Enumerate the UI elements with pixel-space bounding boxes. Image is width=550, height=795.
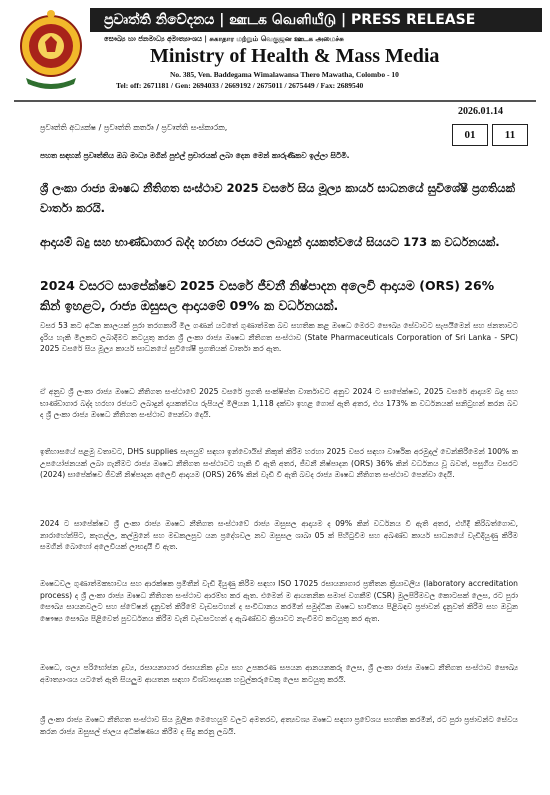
letterhead: [0, 0, 550, 104]
press-release-banner: ප්‍රවෘත්ති නිවේදනය | ஊடக வெளியீடு | PRESS RELEASE: [90, 8, 542, 32]
headline-2: ආදායම් බදු සහ භාණ්ඩාගාර බද්ද හරහා රජයට ලබාදුන් දායකත්වයේ සියයට 173 ක වර්ධනයක්.: [40, 235, 500, 249]
publication-request: පහත සඳහන් ප්‍රවෘත්තිය ඔබ මාධ්‍ය මගින් පුළුල් ප්‍රචාරයක් ලබා දෙන මෙන් කාරුණිකව ඉල්ලා සිටිමි.: [40, 151, 350, 160]
release-date: 2026.01.14: [458, 106, 503, 117]
reference-number-b: 11: [492, 124, 528, 146]
ministry-address: No. 385, Ven. Baddegama Wimalawansa Thero Mawatha, Colombo - 10: [170, 70, 399, 79]
ministry-subtitle: සෞඛ්‍ය හා ජනමාධ්‍ය අමාත්‍යාංශය | சுகாதார மற்றும் வெகுஜன ஊடக அமைச்சு: [104, 35, 344, 43]
ministry-name: Ministry of Health & Mass Media: [150, 45, 440, 67]
headline-3: 2024 වසරට සාපේක්ෂව 2025 වසරේ ජීවනී නිෂ්පාදන අලෙවි ආදායම (ORS) 26% කින් ඉහළට, රාජ්‍ය ඔසුසල ආදායමේ 09% ක වර්ධනයක්.: [40, 278, 495, 313]
body-paragraph: ඖෂධ, ශල්‍ය පරිභෝජන ද්‍රව්‍ය, රසායනාගාර රසායනික ද්‍රව්‍ය සහ උපකරණ සපයන ආනයනකරු ලෙස, ශ්‍රී ලංකා රාජ්‍ය ඖෂධ නීතිගත සංස්ථාව සෞඛ්‍ය අමාත්‍යාංශය යටතේ ඇති සියලුම ආයතන සඳහා විශ්වාසදායක හවුල්කරුවෙකු ලෙස කටයුතු කරයි.: [40, 663, 518, 684]
ministry-contact: Tel: off: 2671181 / Gen: 2694033 / 2669192 / 2675011 / 2675449 / Fax: 2689540: [116, 81, 364, 90]
recipients-line: ප්‍රවෘත්ති අධ්‍යක්ෂ / ප්‍රවෘත්ති කර්තෘ / ප්‍රවෘත්ති සංස්කාරක,: [40, 123, 228, 132]
header-divider: [14, 100, 536, 102]
body-paragraph: වසර 53 කට අධික කාලයක් පුරා තරගකාරී මිල ගණන් යටතේ ගුණාත්මක බව සහතික කළ ඖෂධ මෙරට සෞඛ්‍ය සේවාවට සැපයීමෙන් සහ ජනතාවට දැරිය හැකි මිලකට ලබාදීමට කටයුතු කරන ශ්‍රී ලංකා රාජ්‍ය ඖෂධ නීතිගත සංස්ථාව (State Pharmaceuticals Corporation of Sri Lanka - SPC) 2025 වසරේ සිය මූල්‍ය කාර්ය සාධනයේ සුවිශේෂී ප්‍රගතියක් වාර්තා කර ඇත.: [40, 321, 518, 353]
reference-number-a: 01: [452, 124, 488, 146]
body-paragraph: ශ්‍රී ලංකා රාජ්‍ය ඖෂධ නීතිගත සංස්ථාව සිය මූලික මෙහෙයුම් වලට අමතරව, අත්‍යවශ්‍ය ඖෂධ සඳහා ප්‍රවේශය සහතික කරමින්, රට පුරා ප්‍රජාවන්ට සේවය කරන රාජ්‍ය ඔසුසල් ජාලය අධික්ෂණය කිරීම ද සිදු කරනු ලබයි.: [40, 715, 518, 736]
body-paragraph: ඖෂධවල ගුණාත්මකභාවය සහ ආරක්ෂක ප්‍රමිතීන් වැඩි දියුණු කිරීම සඳහා ISO 17025 රසායනාගාර ප්‍රතීතන ක්‍රියාවලිය (laboratory accreditation process) ද ශ්‍රී ලංකා රාජ්‍ය ඖෂධ නීතිගත සංස්ථාව ආරම්භ කර ඇත. එමෙන් ම ආයතනික සමාජ වගකීම් (CSR) මුලපිරීමවල කොටසක් ලෙස, රට පුරා සෞඛ්‍ය සායනවලට සහ ස්ටේෂන් දැනුවත් කිරීමේ වැඩසටහන් ද සංවිධානය කරමින් සමුද්ධීක ඖෂධ භාවිතය පිළිබඳව ප්‍රජාවන් දැනුවත් කිරීම සහ ඔවුන ෂෞෂ්‍ය සෞඛ්‍ය පිළිවෙත් පුවර්ධනය කිරීම වැනි වැඩසටහන් ද ඇඛණ්ඩව ක්‍රියාවට නැංවීමට කටයුතු කර ඇත.: [40, 579, 518, 623]
body-paragraph: ඉතිහාසයේ පළමු වතාවට, DHS supplies සැපයුම් සඳහා ඉන්වොයිස් නිකුත් කිරීම හරහා 2025 වසර සඳහා වාර්ෂික අරමුදල් වෙන්කිරීමෙන් 100% ක උපයෝජනයක් ලබා ගැනීමට රාජ්‍ය ඖෂධ නීතිගත සංස්ථාවට හැකි වී ඇති අතර, ජීවනී නිෂ්පාදන (ORS) 36% කින් වර්ධනය වූ බවත්, පසුගිය වසරට (2024) සාපේක්ෂව ජීවනී නිෂ්පාදන අලෙවි ආදායම (ORS) 26% කින් වැඩි වී ඇති බවද රාජ්‍ය ඖෂධ නීතිගත සංස්ථාව පෙන්වා දෙයි.: [40, 447, 518, 479]
body-paragraph: ඒ අනුව ශ්‍රී ලංකා රාජ්‍ය ඖෂධ නීතිගත සංස්ථාවේ 2025 වසරේ ප්‍රගති සංක්ෂිප්ත වාර්තාවට අනුව 2024 ට සාපේක්ෂව, 2025 වසරේ ආදායම් බදු සහ භාණ්ඩාගාර බද්ද හරහා රජයට ලබාදුන් දායකත්වය රුපියල් මිලියන 1,118 දක්වා ඉහළ ගොස් ඇති අතර, එය 173% ක වර්ධනයක් සනිටුහන් කරන බව ද ශ්‍රී ලංකා රාජ්‍ය ඖෂධ නීතිගත සංස්ථාව පෙන්වා දෙයි.: [40, 387, 518, 419]
headline-1: ශ්‍රී ලංකා රාජ්‍ය ඖෂධ නීතිගත සංස්ථාව 2025 වසරේ සිය මූල්‍ය කාර්ය සාධනයේ සුවිශේෂී ප්‍රගතියක් වාර්තා කරයි.: [40, 181, 515, 215]
body-paragraph: 2024 ට සාපේක්ෂව ශ්‍රී ලංකා රාජ්‍ය ඖෂධ නීතිගත සංස්ථාවේ රාජ්‍ය ඔසුසල ආදායම ද 09% කින් වර්ධනය වී ඇති අතර, එහිදී කිරිබත්ගොඩ, නාරාහේන්පිට, කෑගල්ල, කල්මුනේ සහ මඩකලපුව යන ප්‍රදේශවල නව ඔසුසල ශාඛා 05 ක් පිහිටුවීම සහ අඛණ්ඩ කාර්ය සාධනයේ වැඩිදියුණු කිරීම සමගින් බොහෝ අලෙවියක් ලාභදායී වී ඇත.: [40, 519, 518, 551]
state-emblem-icon: [18, 6, 84, 94]
